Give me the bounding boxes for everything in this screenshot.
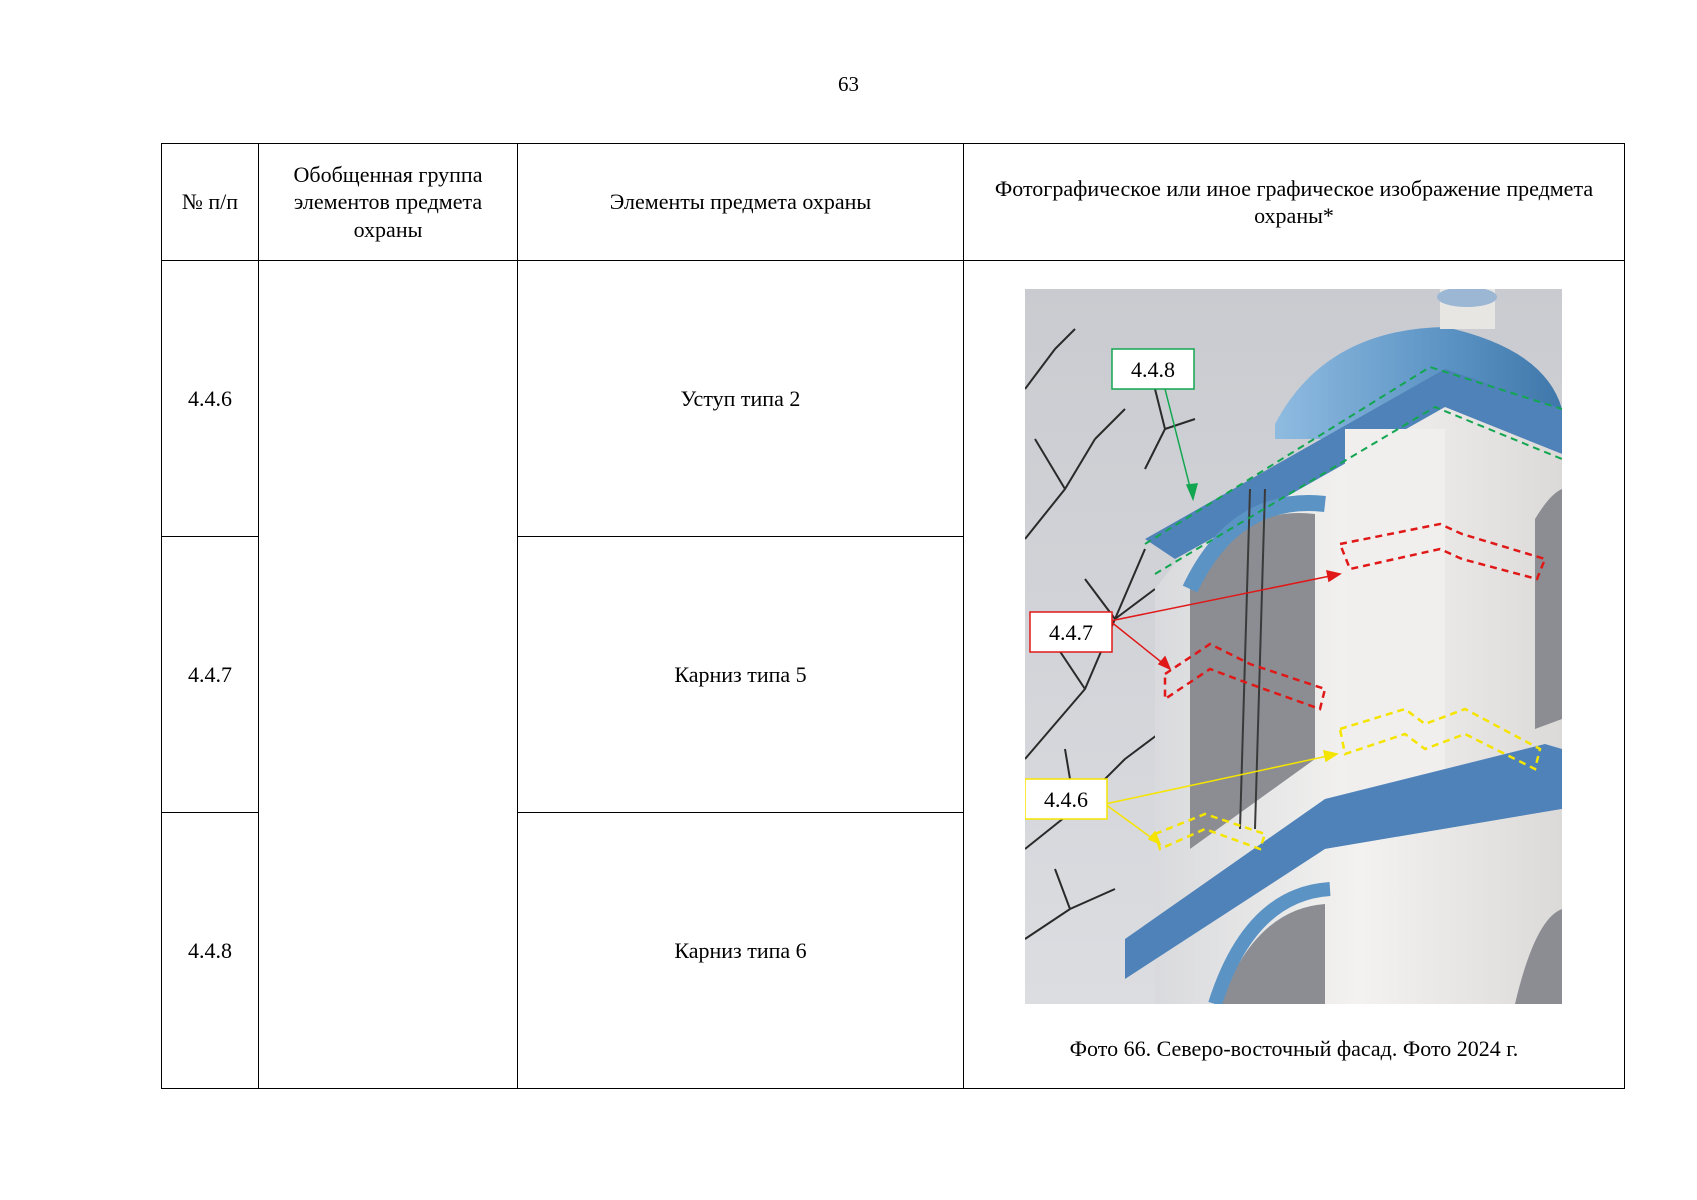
photo-cell xyxy=(964,261,1625,1089)
row-element: Карниз типа 5 xyxy=(518,537,964,813)
label-4-4-7: 4.4.7 xyxy=(1049,620,1093,645)
header-image: Фотографическое или иное графическое изображение предмета охраны* xyxy=(964,144,1625,261)
table-row xyxy=(162,261,1625,537)
header-group: Обобщенная группа элементов предмета охраны xyxy=(259,144,518,261)
header-num: № п/п xyxy=(162,144,259,261)
group-cell xyxy=(259,261,518,1089)
table-header-row xyxy=(162,144,1625,261)
row-element: Уступ типа 2 xyxy=(518,261,964,537)
label-4-4-8: 4.4.8 xyxy=(1131,357,1175,382)
belltower-photo xyxy=(1025,289,1562,1004)
arch-right xyxy=(1535,489,1562,729)
row-element: Карниз типа 6 xyxy=(518,813,964,1089)
row-num: 4.4.6 xyxy=(162,261,259,537)
row-num: 4.4.8 xyxy=(162,813,259,1089)
label-4-4-6: 4.4.6 xyxy=(1044,787,1088,812)
row-num: 4.4.7 xyxy=(162,537,259,813)
heritage-table xyxy=(161,143,1625,1089)
header-elements: Элементы предмета охраны xyxy=(518,144,964,261)
photo-caption: Фото 66. Северо-восточный фасад. Фото 2024 г. xyxy=(1069,1036,1519,1061)
page-number: 63 xyxy=(838,72,859,96)
photo-illustration xyxy=(1025,289,1562,1004)
